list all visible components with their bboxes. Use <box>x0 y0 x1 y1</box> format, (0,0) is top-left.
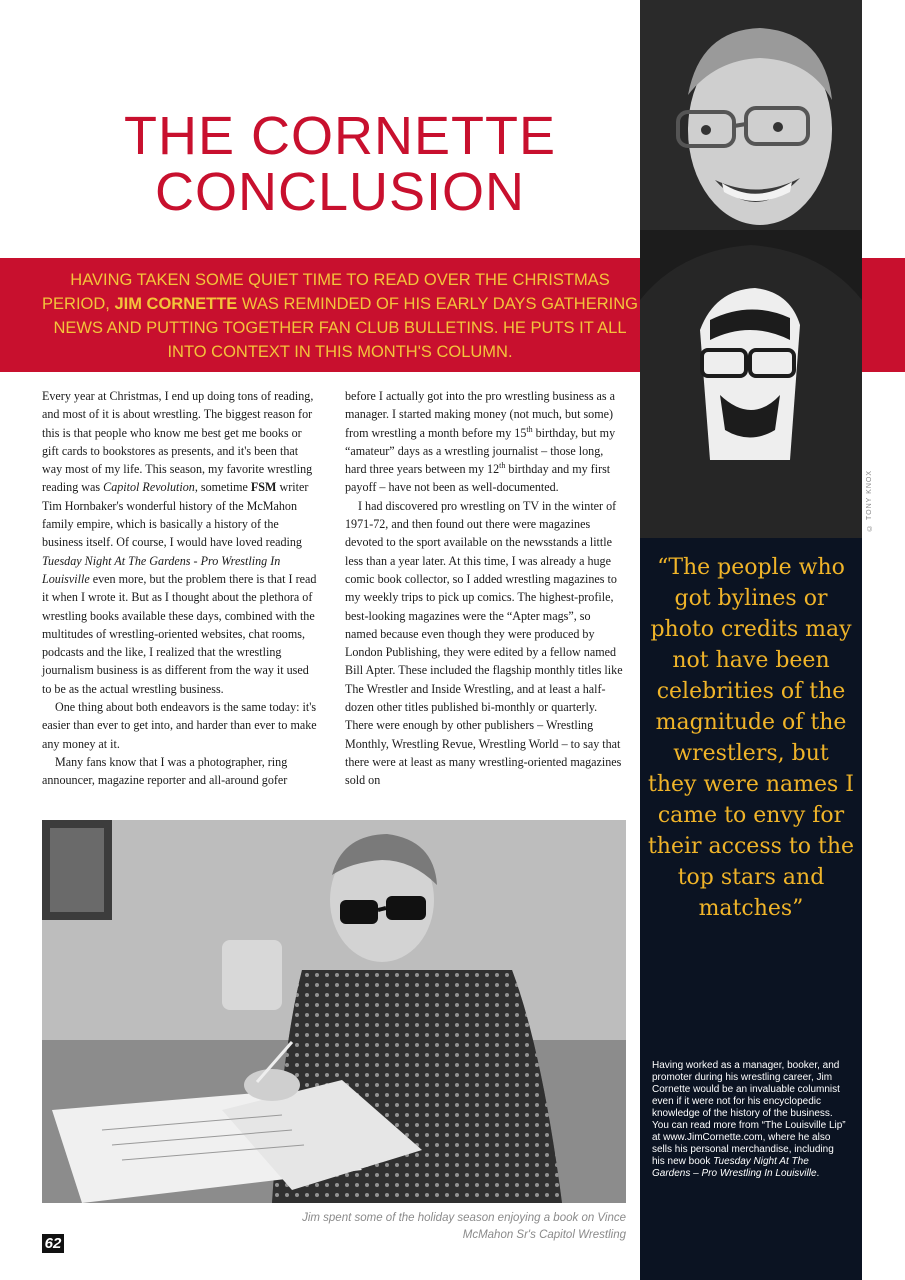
text-run: Every year at Christmas, I end up doing tons of reading, and most of it is about wrestling. The biggest reason for this is that people who know me best get me books or gift cards to bookstores as presents, and it's been that way most of my life. This season, my favorite wrestling reading was <box>42 389 314 495</box>
deck-text-before: HAVING TAKEN SOME QUIET TIME TO READ OVER THE CHRISTMAS PERIOD, <box>42 271 610 313</box>
reading-photo-illustration <box>42 820 626 1203</box>
article-deck <box>40 268 640 364</box>
book-title: Tuesday Night At The Gardens - Pro Wrestling In Louisville <box>42 553 281 586</box>
bio-text: Having worked as a manager, booker, and promoter during his wrestling career, Jim Cornette would be an invaluable columnist even if it were not for his encyclopedic knowledge of the history of the business. You can read more from “The Louisville Lip” at www.JimCornette.com, where he also sells his personal merchandise, including his new book <box>652 1060 846 1167</box>
photo-caption: Jim spent some of the holiday season enjoying a book on Vince McMahon Sr's Capitol Wrestling <box>302 1212 626 1241</box>
pull-quote: “The people who got bylines or photo credits may not have been celebrities of the magnitude of the wrestlers, but they were names I came to envy for their access to the top stars and matches” <box>647 555 855 921</box>
photo-credit: © TONY KNOX <box>866 470 873 531</box>
text-run: birthday, but my “amateur” days as a wrestling journalist – those long, hard three years between my 12 <box>345 425 616 477</box>
page-number: 62 <box>42 1234 64 1253</box>
text-run: birthday and my first payoff – have not been as well-documented. <box>345 462 611 495</box>
reading-photo <box>42 820 626 1203</box>
bio-end: . <box>816 1168 820 1179</box>
paragraph: I had discovered pro wrestling on TV in the winter of 1971-72, and then found out there were magazines devoted to the sport available on the newsstands a little less than a year later. At this time, I was already a huge comic book collector, so I added wrestling magazines to my weekly trips to pick up comics. The highest-profile, best-looking magazines were the “Apter mags”, so named because even though they were produced by London Publishing, they were edited by a fellow named Bill Apter. These included the flagship monthly titles like The Wrestler and Inside Wrestling, and at least a half-dozen other titles published bi-monthly or quarterly. There were enough by other publishers – Wrestling Monthly, Wrestling Revue, Wrestling World – to say that there were at least as many wrestling-oriented magazines sold on <box>345 498 623 788</box>
bio-book-title: Tuesday Night At The Gardens – Pro Wrestling In Louisville <box>652 1156 817 1179</box>
paragraph: Many fans know that I was a photographer, ring announcer, magazine reporter and all-around gofer <box>42 754 288 788</box>
body-column-2 <box>345 387 623 790</box>
deck-author-name: JIM CORNETTE <box>114 295 238 313</box>
title-line-1: THE CORNETTE <box>123 106 556 166</box>
paragraph <box>345 387 623 497</box>
text-run: before I actually got into the pro wrestling business as a manager. I started making money (not much, but some) from wrestling a month before my 15 <box>345 389 616 440</box>
portrait-illustration <box>640 0 862 538</box>
paragraph <box>42 387 320 698</box>
ordinal-suffix: th <box>499 461 506 471</box>
paragraph: One thing about both endeavors is the same today: it's easier than ever to get into, and harder than ever to make any money at it. <box>42 700 317 751</box>
title-line-2: CONCLUSION <box>154 162 526 222</box>
cornette-portrait-photo <box>640 0 862 538</box>
text-run: even more, but the problem there is that I read it when I wrote it. But as I thought about the plethora of wrestling books available these days, combined with the multitudes of wrestling-oriented websites, chat rooms, podcasts and the like, I realized that the wrestling journalism business is as different from the way it used to be as the actual wrestling business. <box>42 571 317 696</box>
text-run: , sometime <box>194 480 251 495</box>
magazine-name: FSM <box>250 480 277 495</box>
text-run: writer Tim Hornbaker's wonderful history of the McMahon family empire, which is basically a history of the business itself. Of course, I would have loved reading <box>42 480 309 550</box>
book-title: Capitol Revolution <box>103 480 195 495</box>
ordinal-suffix: th <box>526 424 533 434</box>
body-column-1 <box>42 387 320 790</box>
author-bio <box>652 1060 848 1180</box>
article-title <box>60 108 620 220</box>
deck-text-after: WAS REMINDED OF HIS EARLY DAYS GATHERING NEWS AND PUTTING TOGETHER FAN CLUB BULLETINS. HE PUTS IT ALL INTO CONTEXT IN THIS MONTH'S COLUMN. <box>53 295 638 361</box>
